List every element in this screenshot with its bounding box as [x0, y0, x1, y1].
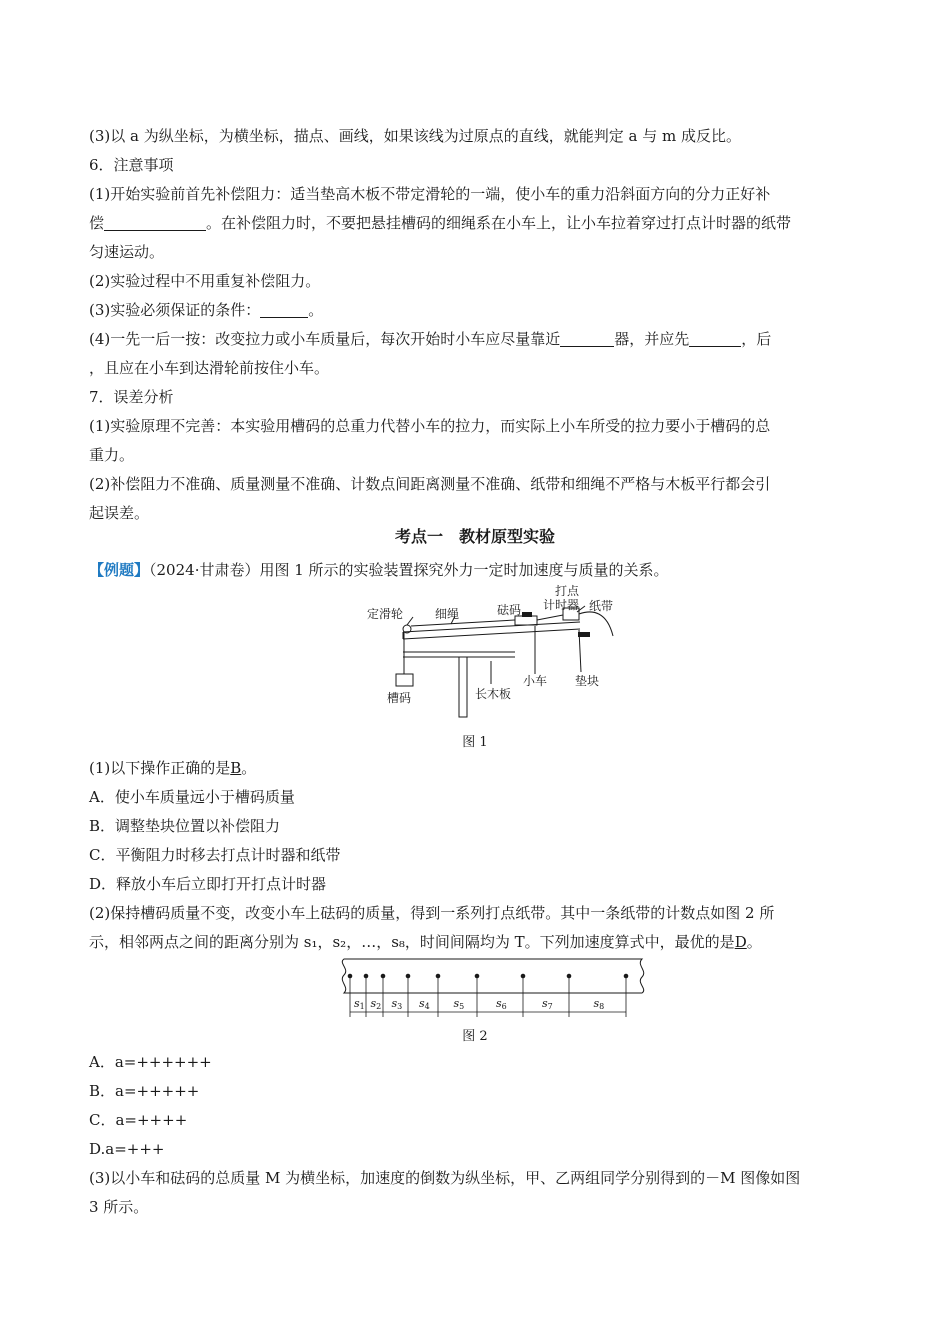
fill-blank: [689, 330, 741, 347]
tape-point: [348, 974, 353, 979]
label-support-block: 垫块: [575, 674, 600, 688]
tape-outline: [342, 959, 643, 993]
question-2-line2: [89, 928, 864, 957]
tape-marks: [350, 978, 626, 1017]
text-fragment: 器，并应先: [614, 330, 690, 348]
text-line: (2)补偿阻力不准确、质量测量不准确、计数点间距离测量不准确、纸带和细绳不严格与木板平行都会引: [89, 475, 771, 493]
text-fragment: 。: [241, 759, 257, 777]
segment-label: s4: [419, 997, 430, 1011]
segment-label: s1: [354, 997, 365, 1011]
text-fragment: 示，相邻两点之间的距离分别为 s₁，s₂，…，s₈，时间间隔均为 T。下列加速度算式中，最优的是: [89, 933, 735, 951]
answer-q2: D: [734, 933, 747, 951]
answer-q1: B: [230, 759, 242, 777]
text-fragment: 。: [746, 933, 762, 951]
text-line: 匀速运动。: [89, 243, 165, 261]
text-line: (1)实验原理不完善：本实验用槽码的总重力代替小车的拉力，而实际上小车所受的拉力要小于槽码的总: [89, 417, 771, 435]
tape-point: [381, 974, 386, 979]
label-weight: 砝码: [497, 603, 522, 617]
text-fragment: ，后: [741, 330, 772, 348]
fill-blank: [104, 214, 206, 231]
section-heading-6: 6．注意事项: [89, 156, 174, 174]
segment-label: s5: [453, 997, 465, 1011]
tape-point: [406, 974, 411, 979]
tape-point: [364, 974, 369, 979]
text-line: (3)以 a 为纵坐标，为横坐标，描点、画线，如果该线为过原点的直线，就能判定 a 与 m 成反比。: [89, 127, 741, 145]
text-line: ，且应在小车到达滑轮前按住小车。: [89, 359, 330, 377]
table-leg: [459, 657, 467, 717]
text-line: (1)开始实验前首先补偿阻力：适当垫高木板不带定滑轮的一端，使小车的重力沿斜面方向的分力正好补: [89, 185, 771, 203]
weight-block-icon: [522, 612, 532, 617]
label-cart: 小车: [523, 674, 548, 688]
text-line: 起误差。: [89, 504, 150, 522]
leader-line: [407, 617, 413, 625]
q2-option-b: B．a=+++++: [89, 1082, 200, 1100]
fill-blank: [260, 301, 308, 318]
apparatus-diagram: [355, 584, 625, 720]
text-line: (2)实验过程中不用重复补偿阻力。: [89, 272, 321, 290]
question-3-line2: 3 所示。: [89, 1198, 149, 1216]
text-fragment: (3)实验必须保证的条件：: [89, 301, 261, 319]
text-line: [89, 296, 864, 325]
figure-1-caption: 图 1: [462, 735, 488, 750]
label-timer-2: 计时器: [543, 598, 580, 612]
tape-points: [348, 974, 629, 979]
label-pulley: 定滑轮: [367, 607, 404, 621]
tape-point: [567, 974, 572, 979]
question-2-line1: (2)保持槽码质量不变，改变小车上砝码的质量，得到一系列打点纸带。其中一条纸带的计数点如图 2 所: [89, 904, 775, 922]
label-timer-1: 打点: [555, 584, 580, 598]
q1-option-b: B．调整垫块位置以补偿阻力: [89, 817, 281, 835]
tape-point: [624, 974, 629, 979]
text-line: [89, 325, 864, 354]
tape-point: [436, 974, 441, 979]
segment-label: s7: [542, 997, 553, 1011]
text-fragment: (1)以下操作正确的是: [89, 759, 231, 777]
q1-option-c: C．平衡阻力时移去打点计时器和纸带: [89, 846, 341, 864]
q2-option-a: A．a=++++++: [89, 1053, 212, 1071]
fill-blank: [560, 330, 614, 347]
example-line: [89, 556, 864, 585]
text-fragment: 。在补偿阻力时，不要把悬挂槽码的细绳系在小车上，让小车拉着穿过打点计时器的纸带: [206, 214, 792, 232]
rope: [411, 620, 515, 626]
example-text: （2024·甘肃卷）用图 1 所示的实验装置探究外力一定时加速度与质量的关系。: [149, 561, 669, 579]
tape-point: [521, 974, 526, 979]
label-hook-weight: 槽码: [387, 691, 412, 705]
section-heading-7: 7．误差分析: [89, 388, 174, 406]
q1-option-d: D．释放小车后立即打开打点计时器: [89, 875, 327, 893]
tape-point: [475, 974, 480, 979]
segment-label: s8: [593, 997, 605, 1011]
figure-2-caption: 图 2: [462, 1029, 488, 1044]
cart-icon: [515, 616, 537, 625]
paper-tape-diagram: [338, 955, 648, 1021]
text-fragment: 偿: [89, 214, 105, 232]
segment-label: s3: [391, 997, 403, 1011]
question-3-line1: (3)以小车和砝码的总质量 M 为横坐标，加速度的倒数为纵坐标，甲、乙两组同学分别得到的－M 图像如图: [89, 1169, 801, 1187]
label-board: 长木板: [475, 687, 512, 701]
segment-label: s6: [496, 997, 507, 1011]
section-title: 考点一 教材原型实验: [394, 527, 555, 546]
question-1-stem: [89, 754, 864, 783]
text-line: 重力。: [89, 446, 135, 464]
q2-option-d: D.a=+++: [89, 1140, 165, 1158]
label-tape: 纸带: [589, 599, 614, 613]
label-rope: 细绳: [435, 607, 460, 621]
segment-label: s2: [370, 997, 382, 1011]
q2-option-c: C．a=++++: [89, 1111, 188, 1129]
hook-weight-icon: [396, 674, 413, 686]
q1-option-a: A．使小车质量远小于槽码质量: [89, 788, 295, 806]
text-fragment: (4)一先一后一按：改变拉力或小车质量后，每次开始时小车应尽量靠近: [89, 330, 561, 348]
support-block-icon: [578, 632, 590, 637]
text-fragment: 。: [308, 301, 324, 319]
text-line: [89, 209, 864, 238]
example-tag: 【例题】: [89, 561, 150, 579]
